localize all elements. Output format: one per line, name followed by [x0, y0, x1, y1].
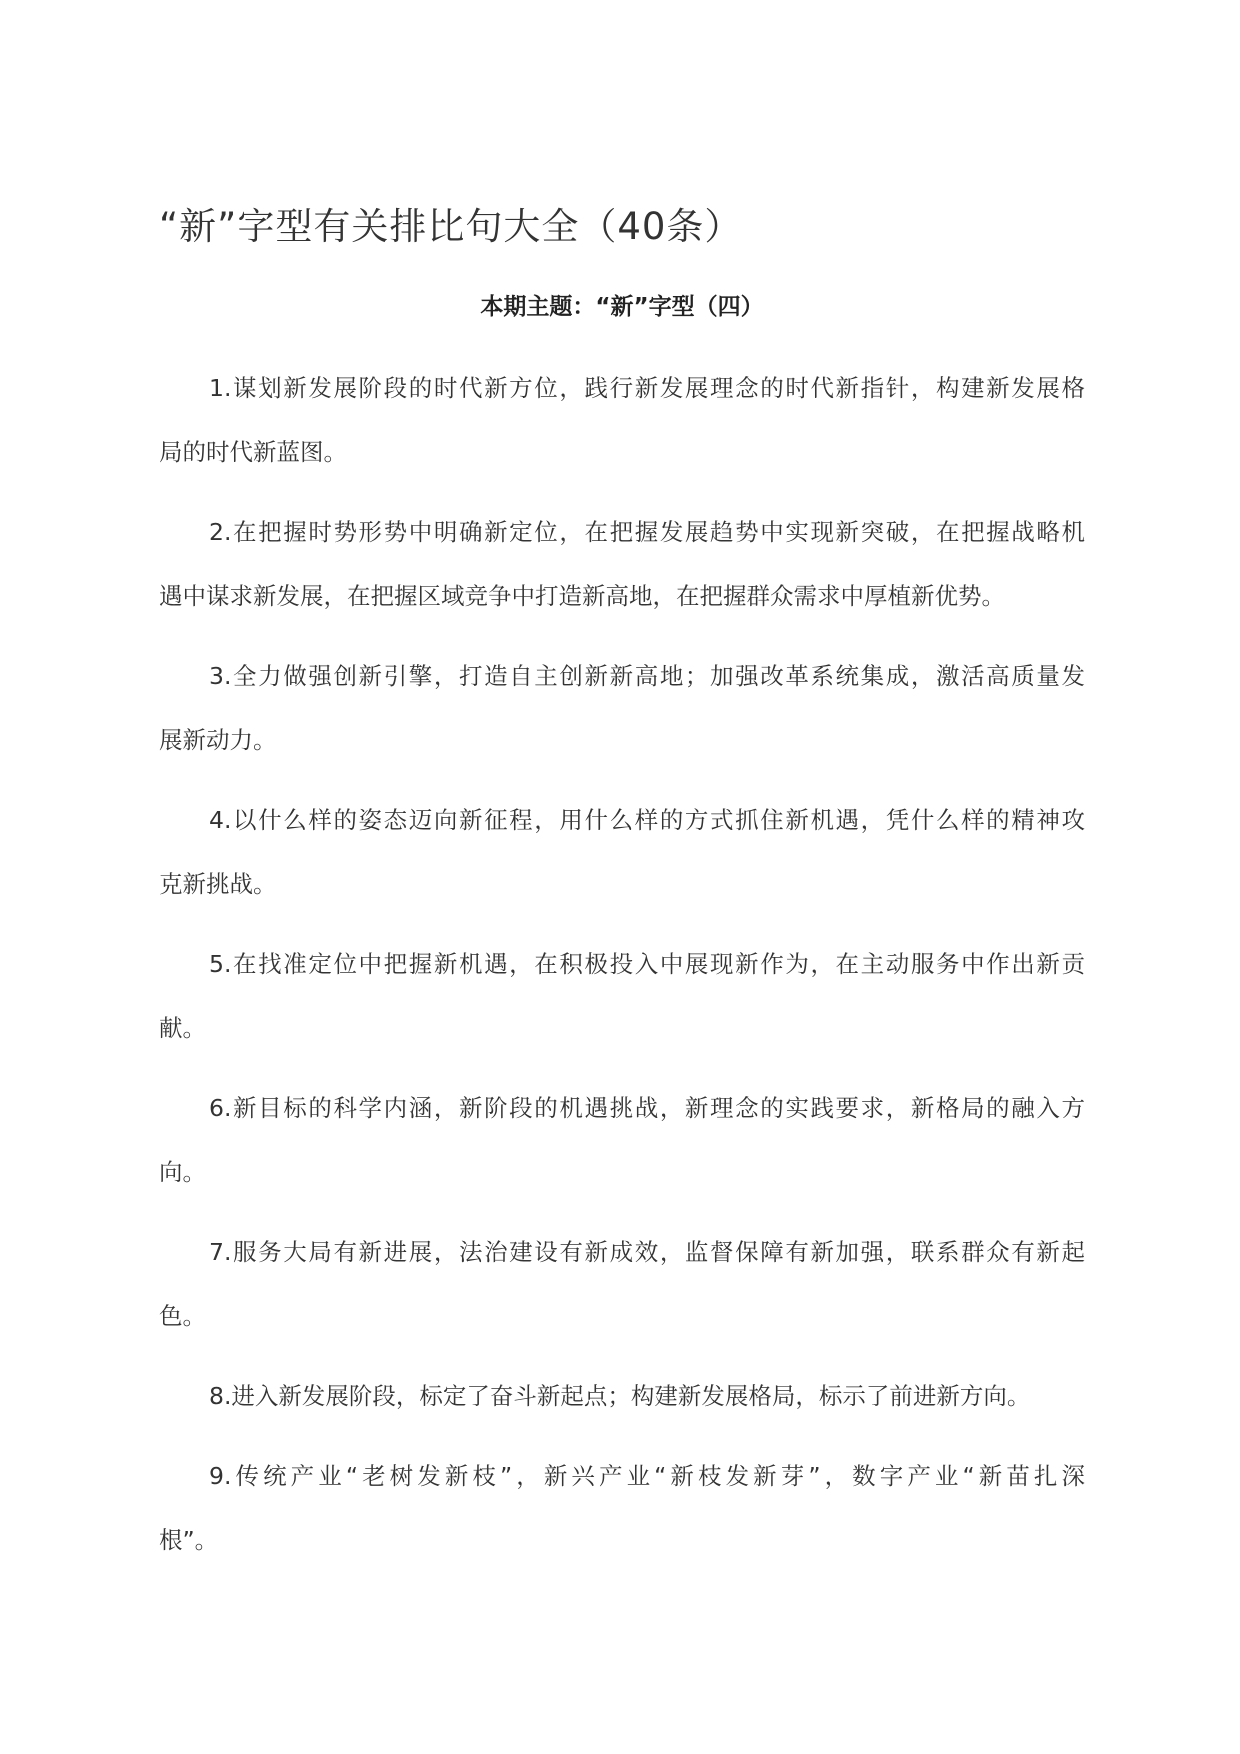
- list-item: [159, 932, 1085, 1060]
- paragraph-line: 9.传统产业“老树发新枝”，新兴产业“新枝发新芽”，数字产业“新苗扎深: [209, 1462, 1085, 1490]
- paragraph-line: 根”。: [159, 1526, 219, 1554]
- list-item: [159, 356, 1085, 484]
- paragraph-line: 克新挑战。: [159, 870, 277, 898]
- paragraph-line: 6.新目标的科学内涵，新阶段的机遇挑战，新理念的实践要求，新格局的融入方: [209, 1094, 1085, 1122]
- paragraph-line: 1.谋划新发展阶段的时代新方位，践行新发展理念的时代新指针，构建新发展格: [209, 374, 1085, 402]
- paragraph-line: 献。: [159, 1014, 206, 1042]
- paragraph-line: 8.进入新发展阶段，标定了奋斗新起点；构建新发展格局，标示了前进新方向。: [209, 1382, 1031, 1410]
- list-item: [159, 1444, 1085, 1572]
- list-item: [159, 644, 1085, 772]
- paragraph-line: 向。: [159, 1158, 206, 1186]
- paragraph-line: 3.全力做强创新引擎，打造自主创新新高地；加强改革系统集成，激活高质量发: [209, 662, 1085, 690]
- list-item: [159, 500, 1085, 628]
- paragraph-line: 7.服务大局有新进展，法治建设有新成效，监督保障有新加强，联系群众有新起: [209, 1238, 1085, 1266]
- list-item: [159, 788, 1085, 916]
- paragraph-line: 2.在把握时势形势中明确新定位，在把握发展趋势中实现新突破，在把握战略机: [209, 518, 1085, 546]
- list-item: [159, 1364, 1085, 1428]
- list-item: [159, 1220, 1085, 1348]
- paragraph-line: 4.以什么样的姿态迈向新征程，用什么样的方式抓住新机遇，凭什么样的精神攻: [209, 806, 1085, 834]
- paragraph-line: 色。: [159, 1302, 206, 1330]
- paragraph-line: 遇中谋求新发展，在把握区域竞争中打造新高地，在把握群众需求中厚植新优势。: [159, 582, 1005, 610]
- paragraph-line: 展新动力。: [159, 726, 277, 754]
- list-item: [159, 1076, 1085, 1204]
- document-title: “新”字型有关排比句大全（40条）: [159, 205, 743, 248]
- document-subtitle: 本期主题：“新”字型（四）: [480, 294, 764, 320]
- paragraph-line: 局的时代新蓝图。: [159, 438, 347, 466]
- paragraph-line: 5.在找准定位中把握新机遇，在积极投入中展现新作为，在主动服务中作出新贡: [209, 950, 1085, 978]
